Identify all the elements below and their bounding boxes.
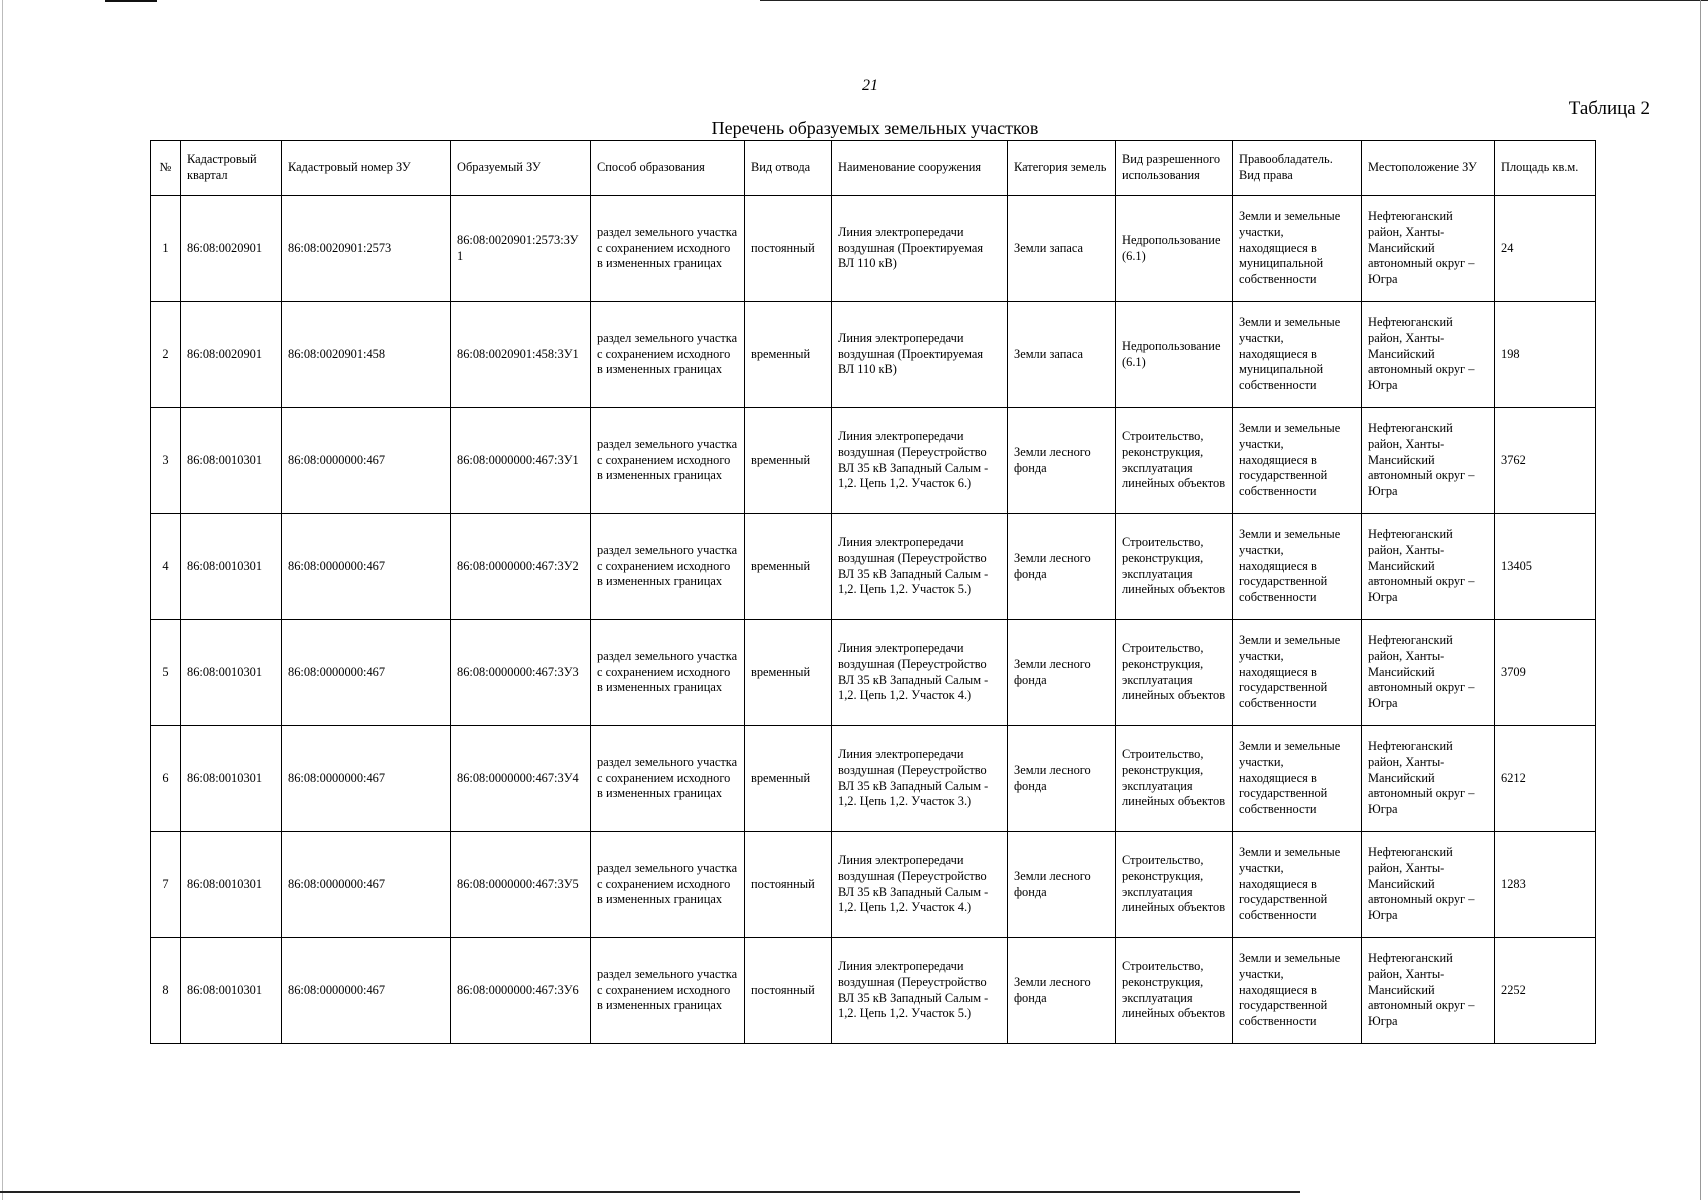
cell-cadastral-number: 86:08:0000000:467 bbox=[282, 938, 451, 1044]
cell-location: Нефтеюганский район, Ханты-Мансийский автономный округ – Югра bbox=[1362, 938, 1495, 1044]
cell-cadastral-quarter: 86:08:0010301 bbox=[181, 726, 282, 832]
cell-permitted-use: Строительство, реконструкция, эксплуатация линейных объектов bbox=[1116, 620, 1233, 726]
cell-permitted-use: Строительство, реконструкция, эксплуатация линейных объектов bbox=[1116, 514, 1233, 620]
cell-area: 24 bbox=[1495, 196, 1596, 302]
cell-cadastral-quarter: 86:08:0010301 bbox=[181, 514, 282, 620]
cell-rightholder: Земли и земельные участки, находящиеся в государственной собственности bbox=[1233, 620, 1362, 726]
cell-allotment-type: временный bbox=[745, 302, 832, 408]
cell-land-category: Земли лесного фонда bbox=[1008, 620, 1116, 726]
cell-formation-method: раздел земельного участка с сохранением исходного в измененных границах bbox=[591, 832, 745, 938]
cell-area: 3709 bbox=[1495, 620, 1596, 726]
cell-formed-plot: 86:08:0000000:467:3У5 bbox=[451, 832, 591, 938]
cell-allotment-type: временный bbox=[745, 726, 832, 832]
cell-land-category: Земли лесного фонда bbox=[1008, 938, 1116, 1044]
page-number: 21 bbox=[862, 77, 878, 94]
column-header-number: № bbox=[151, 141, 181, 196]
table-row bbox=[151, 620, 1596, 726]
cell-permitted-use: Строительство, реконструкция, эксплуатация линейных объектов bbox=[1116, 938, 1233, 1044]
scan-bottom-border bbox=[0, 1191, 1300, 1193]
cell-cadastral-number: 86:08:0000000:467 bbox=[282, 832, 451, 938]
cell-number: 6 bbox=[151, 726, 181, 832]
cell-area: 13405 bbox=[1495, 514, 1596, 620]
column-header-rightholder: Правообладатель. Вид права bbox=[1233, 141, 1362, 196]
column-header-structure-name: Наименование сооружения bbox=[832, 141, 1008, 196]
column-header-permitted-use: Вид разрешенного использования bbox=[1116, 141, 1233, 196]
cell-number: 2 bbox=[151, 302, 181, 408]
cell-rightholder: Земли и земельные участки, находящиеся в государственной собственности bbox=[1233, 938, 1362, 1044]
cell-rightholder: Земли и земельные участки, находящиеся в государственной собственности bbox=[1233, 726, 1362, 832]
cell-location: Нефтеюганский район, Ханты-Мансийский автономный округ – Югра bbox=[1362, 408, 1495, 514]
cell-cadastral-quarter: 86:08:0010301 bbox=[181, 938, 282, 1044]
cell-cadastral-quarter: 86:08:0010301 bbox=[181, 832, 282, 938]
cell-rightholder: Земли и земельные участки, находящиеся в государственной собственности bbox=[1233, 408, 1362, 514]
cell-rightholder: Земли и земельные участки, находящиеся в муниципальной собственности bbox=[1233, 302, 1362, 408]
cell-rightholder: Земли и земельные участки, находящиеся в государственной собственности bbox=[1233, 514, 1362, 620]
cell-area: 198 bbox=[1495, 302, 1596, 408]
cell-number: 8 bbox=[151, 938, 181, 1044]
cell-cadastral-number: 86:08:0000000:467 bbox=[282, 620, 451, 726]
cell-formation-method: раздел земельного участка с сохранением исходного в измененных границах bbox=[591, 726, 745, 832]
cell-location: Нефтеюганский район, Ханты-Мансийский автономный округ – Югра bbox=[1362, 514, 1495, 620]
land-plots-table bbox=[150, 140, 1596, 1044]
table-caption: Таблица 2 bbox=[1568, 98, 1650, 119]
cell-number: 7 bbox=[151, 832, 181, 938]
table-row bbox=[151, 832, 1596, 938]
cell-permitted-use: Недропользование (6.1) bbox=[1116, 302, 1233, 408]
table-row bbox=[151, 302, 1596, 408]
cell-cadastral-quarter: 86:08:0020901 bbox=[181, 196, 282, 302]
cell-number: 1 bbox=[151, 196, 181, 302]
cell-formation-method: раздел земельного участка с сохранением исходного в измененных границах bbox=[591, 514, 745, 620]
cell-allotment-type: временный bbox=[745, 408, 832, 514]
cell-structure-name: Линия электропередачи воздушная (Переустройство ВЛ 35 кВ Западный Салым - 1,2. Цепь 1,2. Участок 4.) bbox=[832, 620, 1008, 726]
cell-location: Нефтеюганский район, Ханты-Мансийский автономный округ – Югра bbox=[1362, 620, 1495, 726]
scan-top-border bbox=[760, 0, 1708, 1]
column-header-cadastral-quarter: Кадастровый квартал bbox=[181, 141, 282, 196]
table-row bbox=[151, 408, 1596, 514]
column-header-location: Местоположение ЗУ bbox=[1362, 141, 1495, 196]
scan-right-border bbox=[1700, 0, 1701, 1200]
cell-rightholder: Земли и земельные участки, находящиеся в муниципальной собственности bbox=[1233, 196, 1362, 302]
cell-allotment-type: временный bbox=[745, 620, 832, 726]
cell-permitted-use: Недропользование (6.1) bbox=[1116, 196, 1233, 302]
cell-number: 3 bbox=[151, 408, 181, 514]
cell-land-category: Земли лесного фонда bbox=[1008, 408, 1116, 514]
cell-cadastral-quarter: 86:08:0020901 bbox=[181, 302, 282, 408]
table-title: Перечень образуемых земельных участков bbox=[711, 118, 1039, 138]
cell-structure-name: Линия электропередачи воздушная (Переустройство ВЛ 35 кВ Западный Салым - 1,2. Цепь 1,2. Участок 5.) bbox=[832, 938, 1008, 1044]
cell-structure-name: Линия электропередачи воздушная (Проектируемая ВЛ 110 кВ) bbox=[832, 302, 1008, 408]
table-row bbox=[151, 726, 1596, 832]
cell-formation-method: раздел земельного участка с сохранением исходного в измененных границах bbox=[591, 620, 745, 726]
column-header-formed-plot: Образуемый ЗУ bbox=[451, 141, 591, 196]
cell-area: 3762 bbox=[1495, 408, 1596, 514]
cell-cadastral-number: 86:08:0000000:467 bbox=[282, 408, 451, 514]
table-row bbox=[151, 514, 1596, 620]
cell-structure-name: Линия электропередачи воздушная (Переустройство ВЛ 35 кВ Западный Салым - 1,2. Цепь 1,2. Участок 4.) bbox=[832, 832, 1008, 938]
cell-location: Нефтеюганский район, Ханты-Мансийский автономный округ – Югра bbox=[1362, 726, 1495, 832]
cell-formed-plot: 86:08:0020901:2573:ЗУ1 bbox=[451, 196, 591, 302]
cell-cadastral-number: 86:08:0020901:458 bbox=[282, 302, 451, 408]
cell-area: 2252 bbox=[1495, 938, 1596, 1044]
column-header-cadastral-number: Кадастровый номер ЗУ bbox=[282, 141, 451, 196]
cell-structure-name: Линия электропередачи воздушная (Переустройство ВЛ 35 кВ Западный Салым - 1,2. Цепь 1,2. Участок 6.) bbox=[832, 408, 1008, 514]
table-row bbox=[151, 196, 1596, 302]
cell-structure-name: Линия электропередачи воздушная (Проектируемая ВЛ 110 кВ) bbox=[832, 196, 1008, 302]
table-row bbox=[151, 938, 1596, 1044]
cell-formed-plot: 86:08:0000000:467:3У4 bbox=[451, 726, 591, 832]
cell-allotment-type: временный bbox=[745, 514, 832, 620]
scan-edge-mark bbox=[105, 0, 157, 2]
cell-formed-plot: 86:08:0000000:467:3У6 bbox=[451, 938, 591, 1044]
cell-land-category: Земли лесного фонда bbox=[1008, 726, 1116, 832]
cell-permitted-use: Строительство, реконструкция, эксплуатация линейных объектов bbox=[1116, 408, 1233, 514]
cell-formed-plot: 86:08:0020901:458:3У1 bbox=[451, 302, 591, 408]
cell-cadastral-number: 86:08:0000000:467 bbox=[282, 726, 451, 832]
cell-formation-method: раздел земельного участка с сохранением исходного в измененных границах bbox=[591, 408, 745, 514]
table-header-row bbox=[151, 141, 1596, 196]
cell-cadastral-number: 86:08:0000000:467 bbox=[282, 514, 451, 620]
cell-permitted-use: Строительство, реконструкция, эксплуатация линейных объектов bbox=[1116, 726, 1233, 832]
cell-formed-plot: 86:08:0000000:467:3У2 bbox=[451, 514, 591, 620]
column-header-formation-method: Способ образования bbox=[591, 141, 745, 196]
cell-formed-plot: 86:08:0000000:467:3У1 bbox=[451, 408, 591, 514]
cell-structure-name: Линия электропередачи воздушная (Переустройство ВЛ 35 кВ Западный Салым - 1,2. Цепь 1,2. Участок 5.) bbox=[832, 514, 1008, 620]
cell-land-category: Земли лесного фонда bbox=[1008, 514, 1116, 620]
cell-formation-method: раздел земельного участка с сохранением исходного в измененных границах bbox=[591, 302, 745, 408]
cell-area: 6212 bbox=[1495, 726, 1596, 832]
cell-allotment-type: постоянный bbox=[745, 938, 832, 1044]
cell-land-category: Земли запаса bbox=[1008, 302, 1116, 408]
cell-cadastral-number: 86:08:0020901:2573 bbox=[282, 196, 451, 302]
cell-permitted-use: Строительство, реконструкция, эксплуатация линейных объектов bbox=[1116, 832, 1233, 938]
cell-location: Нефтеюганский район, Ханты-Мансийский автономный округ – Югра bbox=[1362, 302, 1495, 408]
cell-cadastral-quarter: 86:08:0010301 bbox=[181, 620, 282, 726]
cell-allotment-type: постоянный bbox=[745, 832, 832, 938]
cell-allotment-type: постоянный bbox=[745, 196, 832, 302]
column-header-land-category: Категория земель bbox=[1008, 141, 1116, 196]
cell-land-category: Земли лесного фонда bbox=[1008, 832, 1116, 938]
cell-number: 4 bbox=[151, 514, 181, 620]
cell-formed-plot: 86:08:0000000:467:3У3 bbox=[451, 620, 591, 726]
column-header-area: Площадь кв.м. bbox=[1495, 141, 1596, 196]
cell-area: 1283 bbox=[1495, 832, 1596, 938]
cell-formation-method: раздел земельного участка с сохранением исходного в измененных границах bbox=[591, 196, 745, 302]
scan-left-border bbox=[2, 0, 3, 1200]
cell-rightholder: Земли и земельные участки, находящиеся в государственной собственности bbox=[1233, 832, 1362, 938]
cell-location: Нефтеюганский район, Ханты-Мансийский автономный округ – Югра bbox=[1362, 196, 1495, 302]
cell-number: 5 bbox=[151, 620, 181, 726]
cell-formation-method: раздел земельного участка с сохранением исходного в измененных границах bbox=[591, 938, 745, 1044]
cell-land-category: Земли запаса bbox=[1008, 196, 1116, 302]
cell-cadastral-quarter: 86:08:0010301 bbox=[181, 408, 282, 514]
cell-structure-name: Линия электропередачи воздушная (Переустройство ВЛ 35 кВ Западный Салым - 1,2. Цепь 1,2. Участок 3.) bbox=[832, 726, 1008, 832]
column-header-allotment-type: Вид отвода bbox=[745, 141, 832, 196]
cell-location: Нефтеюганский район, Ханты-Мансийский автономный округ – Югра bbox=[1362, 832, 1495, 938]
